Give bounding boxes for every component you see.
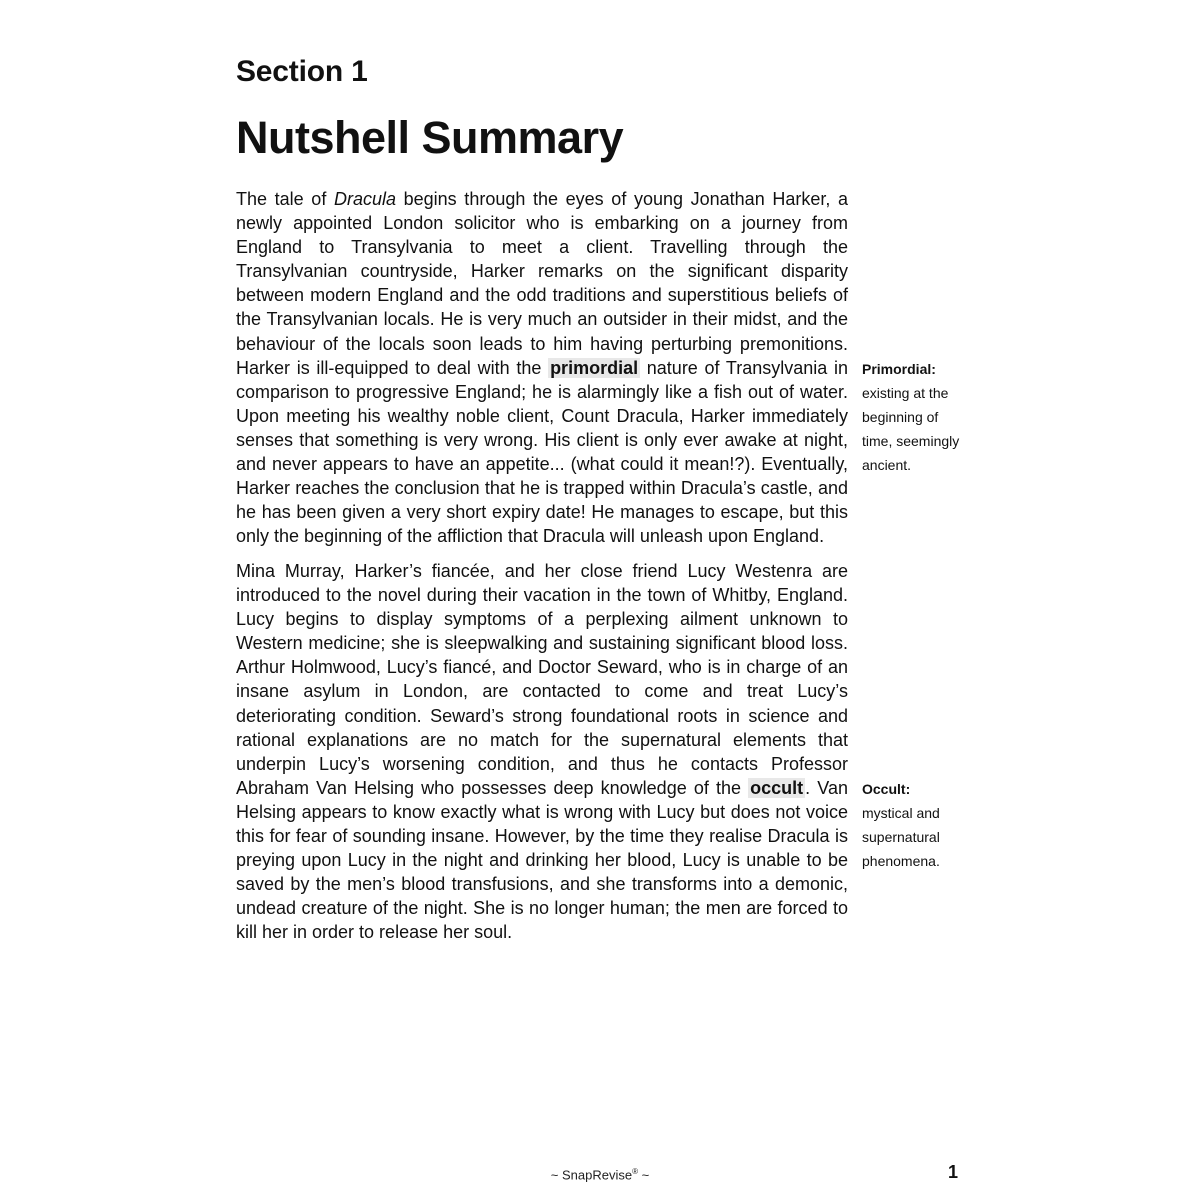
glossary-definition: existing at the beginning of time, seemingly ancient. xyxy=(862,385,960,474)
para2-text-a: Mina Murray, Harker’s fiancée, and her close friend Lucy Westenra are introduced to the novel during their vacation in the town of Whitby, England. Lucy begins to display symptoms of a perplexing ailment unknown to Western medicine; she is sleepwalking and sustaining significant blood loss. Arthur Holmwood, Lucy’s fiancé, and Doctor Seward, who is in charge of an insane asylum in London, are contacted to come and treat Lucy’s deteriorating condition. Seward’s strong foundational roots in science and rational explanations are no match for the supernatural elements that underpin Lucy’s worsening condition, and thus he contacts Professor Abraham Van Helsing who possesses deep knowledge of the xyxy=(236,561,848,798)
glossary-term: Primordial: xyxy=(862,361,936,377)
page-number: 1 xyxy=(948,1162,959,1182)
highlighted-term-primordial: primordial xyxy=(550,357,639,378)
footer-tilde-right: ~ xyxy=(641,1167,650,1183)
glossary-note-occult xyxy=(862,777,972,873)
glossary-definition: mystical and supernatural phenomena. xyxy=(862,805,940,870)
book-title-italic: Dracula xyxy=(333,189,396,209)
para2-text-b: . Van Helsing appears to know exactly what is wrong with Lucy but does not voice this for fear of sounding insane. However, by the time they realise Dracula is preying upon Lucy in the night and drinking her blood, Lucy is unable to be saved by the men’s blood transfusions, and she transforms into a demonic, undead creature of the night. She is no longer human; the men are forced to kill her in order to release her soul. xyxy=(236,777,848,943)
para1-text-b: begins through the eyes of young Jonathan Harker, a newly appointed London solicitor who is embarking on a journey from England to Transylvania to meet a client. Travelling through the Transylvanian countryside, Harker remarks on the significant disparity between modern England and the odd traditions and superstitious beliefs of the Transylvanian locals. He is very much an outsider in their midst, and the behaviour of the locals soon leads to him having perturbing premonitions. Harker is ill-equipped to deal with the xyxy=(236,189,848,378)
footer-tilde-left: ~ xyxy=(550,1167,559,1183)
summary-paragraph-1 xyxy=(236,187,848,548)
footer-brand xyxy=(0,1162,1200,1185)
registered-mark: ® xyxy=(632,1167,638,1176)
summary-paragraph-2 xyxy=(236,559,848,945)
para1-text-c: nature of Transylvania in comparison to progressive England; he is alarmingly like a fish out of water. Upon meeting his wealthy noble client, Count Dracula, Harker immediately senses that something is very wrong. His client is only ever awake at night, and never appears to have an appetite... (what could it mean!?). Eventually, Harker reaches the conclusion that he is trapped within Dracula’s castle, and he has been given a very short expiry date! He manages to escape, but this only the beginning of the affliction that Dracula will unleash upon England. xyxy=(236,357,848,547)
glossary-term: Occult: xyxy=(862,781,911,797)
page-title: Nutshell Summary xyxy=(236,112,624,163)
para1-text-a: The tale of xyxy=(236,189,334,209)
glossary-note-primordial xyxy=(862,357,972,477)
brand-name: SnapRevise xyxy=(561,1167,633,1183)
section-label: Section 1 xyxy=(236,55,368,88)
highlighted-term-occult: occult xyxy=(750,777,804,798)
